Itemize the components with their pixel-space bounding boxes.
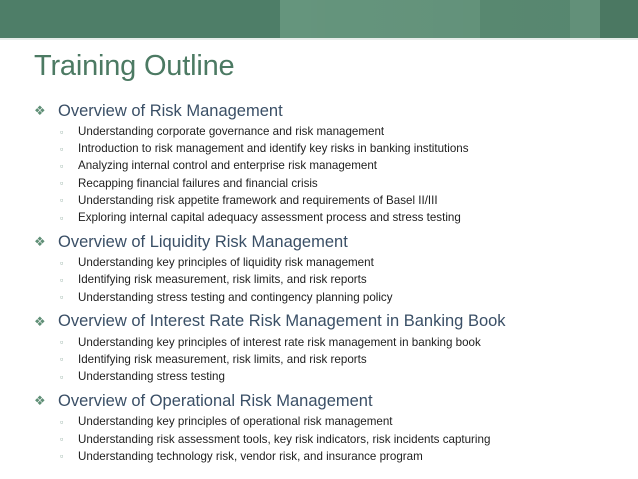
item-text: Understanding technology risk, vendor risk, and insurance program	[78, 449, 423, 463]
square-bullet-icon: ▫	[60, 416, 64, 427]
header-divider	[0, 38, 638, 40]
square-bullet-icon: ▫	[60, 371, 64, 382]
header-bar-left	[0, 0, 280, 38]
section-risk-management	[34, 100, 634, 226]
item-text: Understanding key principles of interest rate risk management in banking book	[78, 335, 481, 349]
section-interest-rate-risk	[34, 311, 634, 386]
list-item	[34, 430, 634, 447]
section-label: Overview of Operational Risk Management	[58, 391, 373, 410]
list-item	[34, 175, 634, 192]
section-label: Overview of Liquidity Risk Management	[58, 232, 348, 251]
item-text: Introduction to risk management and identify key risks in banking institutions	[78, 142, 469, 156]
section-heading	[34, 231, 634, 253]
square-bullet-icon: ▫	[60, 274, 64, 285]
item-text: Recapping financial failures and financial crisis	[78, 176, 318, 190]
slide-title: Training Outline	[34, 50, 235, 82]
list-item	[34, 334, 634, 351]
item-text: Understanding stress testing and contingency planning policy	[78, 290, 393, 304]
outline-content	[34, 100, 634, 465]
list-item	[34, 157, 634, 174]
square-bullet-icon: ▫	[60, 195, 64, 206]
list-item	[34, 413, 634, 430]
list-item	[34, 351, 634, 368]
section-items	[34, 413, 634, 465]
list-item	[34, 192, 634, 209]
list-item	[34, 448, 634, 465]
square-bullet-icon: ▫	[60, 212, 64, 223]
section-items	[34, 334, 634, 386]
diamond-bullet-icon: ❖	[34, 313, 46, 329]
list-item	[34, 123, 634, 140]
diamond-bullet-icon: ❖	[34, 393, 46, 409]
diamond-bullet-icon: ❖	[34, 103, 46, 118]
header-bar	[0, 0, 638, 38]
header-bar-shade	[280, 0, 638, 38]
section-operational-risk	[34, 390, 634, 465]
section-items	[34, 254, 634, 306]
square-bullet-icon: ▫	[60, 354, 64, 365]
square-bullet-icon: ▫	[60, 434, 64, 445]
diamond-bullet-icon: ❖	[34, 234, 46, 250]
section-heading	[34, 100, 634, 122]
list-item	[34, 271, 634, 288]
item-text: Understanding stress testing	[78, 370, 225, 384]
list-item	[34, 368, 634, 385]
list-item	[34, 209, 634, 226]
section-heading	[34, 311, 634, 333]
square-bullet-icon: ▫	[60, 160, 64, 171]
square-bullet-icon: ▫	[60, 143, 64, 154]
square-bullet-icon: ▫	[60, 257, 64, 268]
section-label: Overview of Interest Rate Risk Management in Banking Book	[58, 312, 506, 331]
item-text: Understanding corporate governance and risk management	[78, 125, 385, 139]
section-items	[34, 123, 634, 226]
section-label: Overview of Risk Management	[58, 101, 283, 120]
square-bullet-icon: ▫	[60, 178, 64, 189]
item-text: Identifying risk measurement, risk limits, and risk reports	[78, 352, 367, 366]
item-text: Understanding risk assessment tools, key risk indicators, risk incidents capturing	[78, 432, 491, 446]
header-bar-end	[600, 0, 638, 38]
section-liquidity-risk	[34, 231, 634, 306]
item-text: Understanding key principles of liquidity risk management	[78, 256, 374, 270]
list-item	[34, 140, 634, 157]
list-item	[34, 289, 634, 306]
item-text: Understanding risk appetite framework and requirements of Basel II/III	[78, 193, 438, 207]
square-bullet-icon: ▫	[60, 126, 64, 137]
section-heading	[34, 390, 634, 412]
item-text: Exploring internal capital adequacy assessment process and stress testing	[78, 211, 461, 225]
list-item	[34, 254, 634, 271]
item-text: Identifying risk measurement, risk limits, and risk reports	[78, 273, 367, 287]
item-text: Analyzing internal control and enterprise risk management	[78, 159, 378, 173]
square-bullet-icon: ▫	[60, 292, 64, 303]
item-text: Understanding key principles of operational risk management	[78, 415, 393, 429]
square-bullet-icon: ▫	[60, 337, 64, 348]
square-bullet-icon: ▫	[60, 451, 64, 462]
